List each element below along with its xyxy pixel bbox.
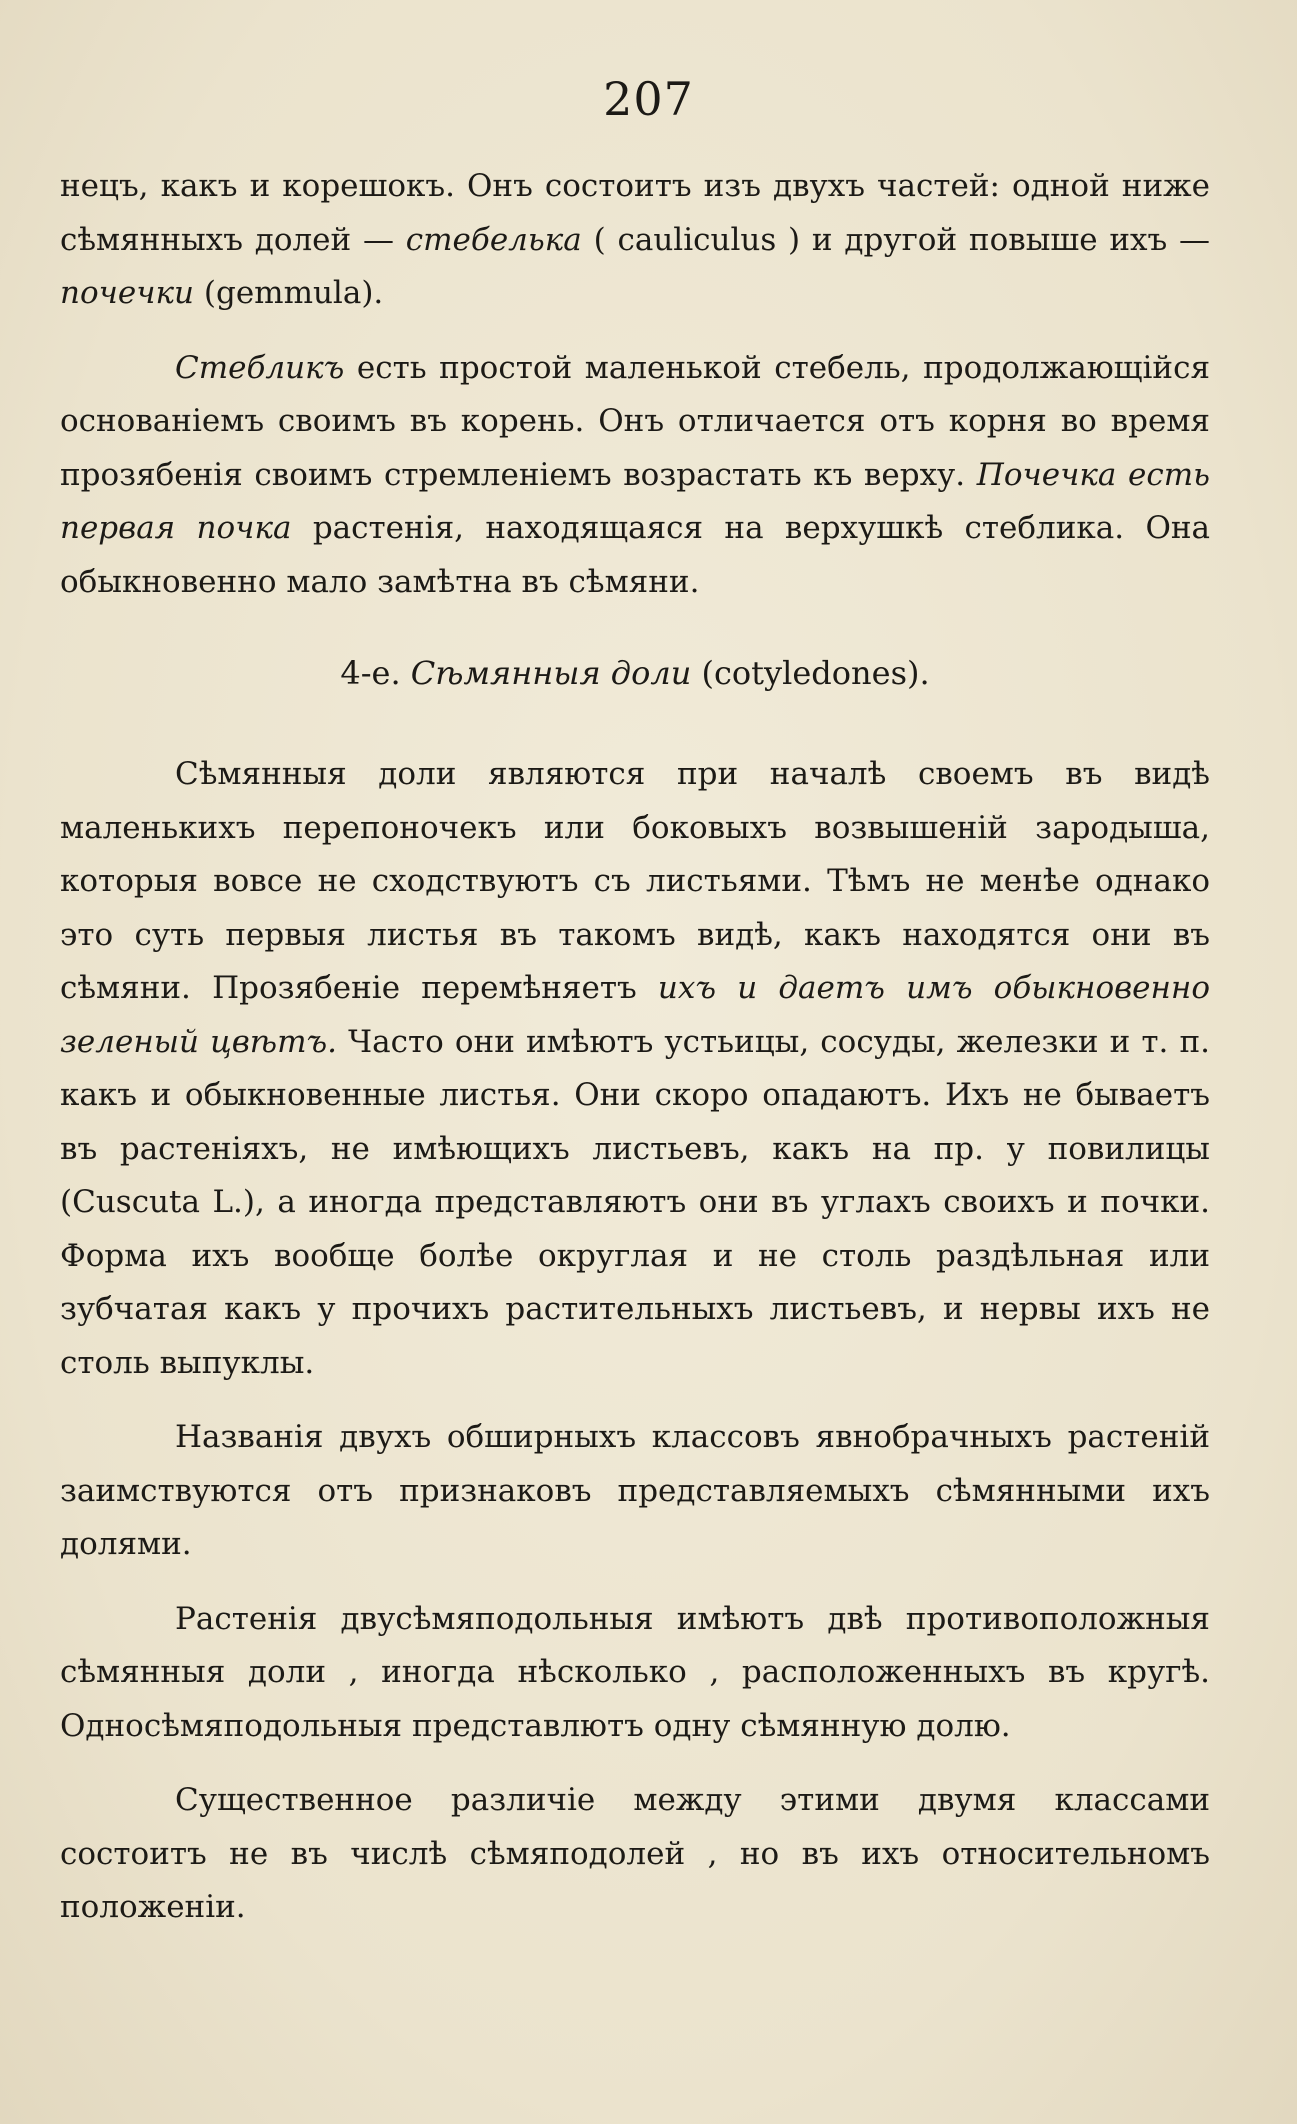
text-run: Сѣмянныя доли являются при началѣ своемъ въ видѣ маленькихъ перепоночекъ или боковыхъ возвышеній зародыша, которыя вовсе не сходствуютъ съ листьями. Тѣмъ не менѣе однако это суть первыя листья въ такомъ видѣ, какъ находятся они въ сѣмяни. Прозябеніе перемѣняетъ (60, 756, 1210, 1006)
heading-title: Сѣмянныя доли (410, 654, 692, 692)
text-run: Часто они имѣютъ устьицы, сосуды, железки и т. п. какъ и обыкновенные листья. Они скоро опадаютъ. Ихъ не бываетъ въ растеніяхъ, не имѣющихъ листьевъ, какъ на пр. у повилицы (Cuscuta L.), а иногда представляютъ они въ углахъ своихъ и почки. Форма ихъ вообще болѣе округлая и не столь раздѣльная или зубчатая какъ у прочихъ растительныхъ листьевъ, и нервы ихъ не столь выпуклы. (60, 1023, 1211, 1381)
text-run: есть простой маленькой стебель, продолжающійся основаніемъ своимъ въ корень. Онъ отличается отъ корня во время прозябенія своимъ стремленіемъ возрастать къ верху. (60, 349, 1210, 493)
italic-term: стебелька (405, 221, 582, 258)
italic-term: Стебликъ (175, 349, 345, 386)
paragraph-2 (60, 342, 1210, 610)
paragraph-5: Растенія двусѣмяподольныя имѣютъ двѣ противоположныя сѣмянныя доли , иногда нѣсколько , расположенныхъ въ кругѣ. Односѣмяподольныя представлютъ одну сѣмянную долю. (60, 1600, 1210, 1744)
section-heading (60, 647, 1210, 700)
text-run: ( cauliculus ) и другой повыше ихъ — (593, 221, 1211, 258)
paragraph-4: Названія двухъ обширныхъ классовъ явнобрачныхъ растеній заимствуются отъ признаковъ представляемыхъ сѣмянными ихъ долями. (60, 1419, 1210, 1562)
heading-latin: (cotyledones). (701, 654, 930, 692)
text-run: растенія, находящаяся на верхушкѣ стеблика. Она обыкновенно мало замѣтна въ сѣмяни. (60, 510, 1211, 600)
paragraph-3 (60, 748, 1210, 1390)
text-run: (gemmula). (203, 275, 384, 311)
italic-term: почечки (60, 275, 195, 311)
heading-number: 4-е. (340, 654, 401, 692)
text-run: нецъ, какъ и корешокъ. Онъ состоитъ изъ двухъ частей: одной ниже сѣмянныхъ долей — (60, 168, 1210, 258)
italic-phrase: ихъ и даетъ имъ обыкновенно зеленый цвѣтъ. (60, 970, 1211, 1060)
paragraph-1 (60, 160, 1210, 321)
paragraph-6: Существенное различіе между этими двумя классами состоитъ не въ числѣ сѣмяподолей , но въ ихъ относительномъ положеніи. (60, 1782, 1210, 1925)
page-number: 207 (603, 72, 694, 126)
page-text (60, 160, 1210, 1935)
italic-term: Почечка есть первая почка (60, 456, 1210, 546)
